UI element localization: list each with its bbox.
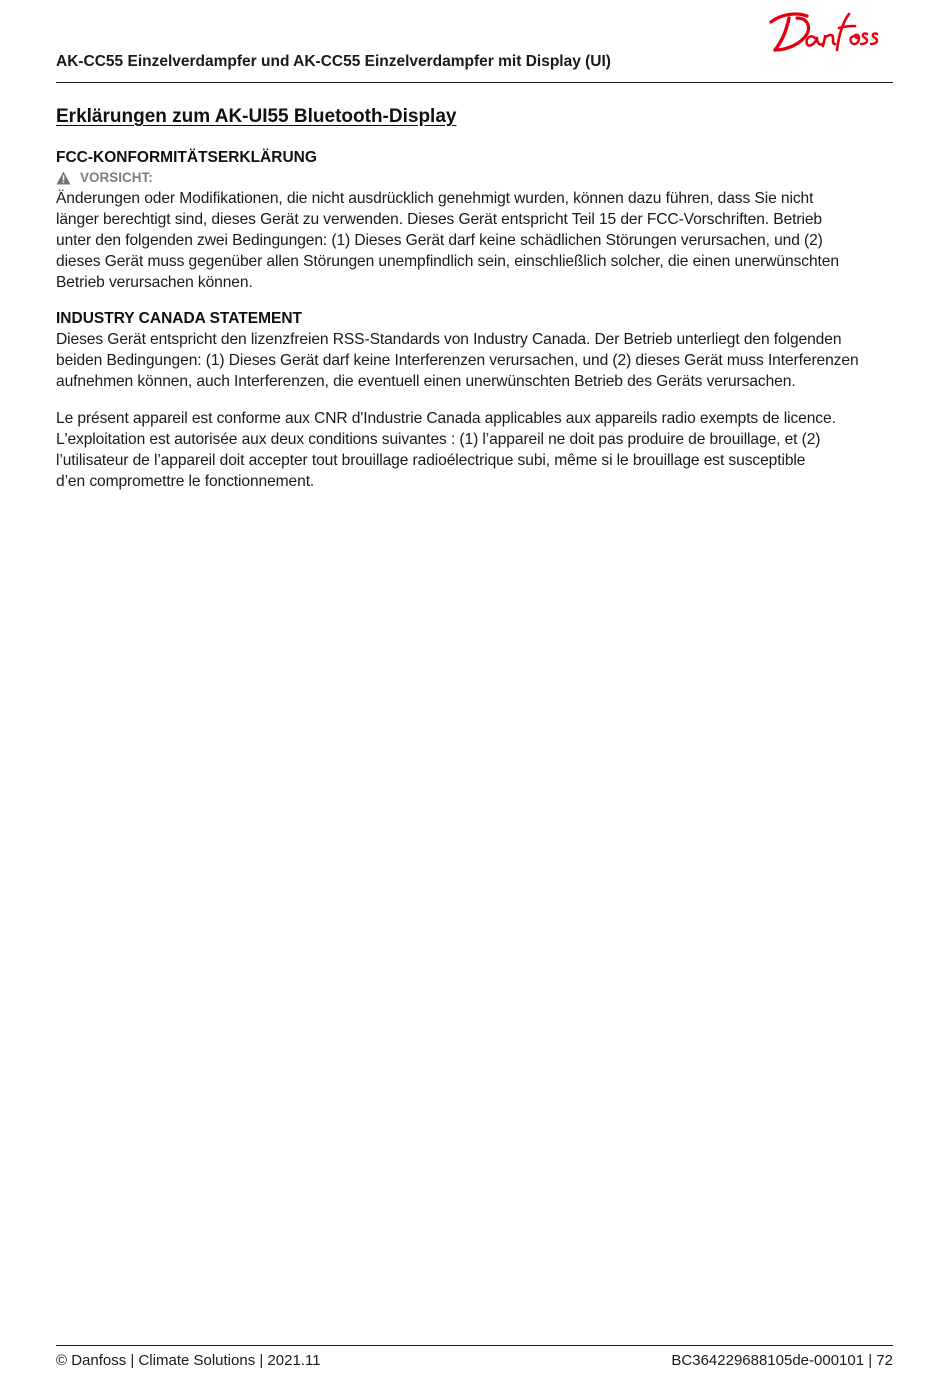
page-footer: [56, 1345, 893, 1378]
page-header: [56, 0, 893, 83]
caution-notice: [56, 168, 894, 188]
text-line: l’utilisateur de l’appareil doit accepter tout brouillage radioélectrique subi, même si le brouillage est susceptible: [56, 452, 806, 469]
industry-canada-block: [56, 309, 894, 492]
text-line: Änderungen oder Modifikationen, die nicht ausdrücklich genehmigt wurden, können dazu führen, dass Sie nicht: [56, 190, 814, 207]
warning-triangle-icon: [56, 171, 71, 185]
text-line: aufnehmen können, auch Interferenzen, die eventuell einen unerwünschten Betrieb des Geräts verursachen.: [56, 373, 796, 390]
text-line: d’en compromettre le fonctionnement.: [56, 473, 315, 490]
caution-label: VORSICHT:: [80, 170, 153, 185]
header-title: AK-CC55 Einzelverdampfer und AK-CC55 Einzelverdampfer mit Display (UI): [56, 53, 611, 70]
danfoss-logo: [767, 4, 893, 56]
main-content: [56, 104, 894, 492]
text-line: L'exploitation est autorisée aux deux conditions suivantes : (1) l’appareil ne doit pas produire de brouillage, et (2): [56, 431, 821, 448]
text-line: Dieses Gerät entspricht den lizenzfreien RSS-Standards von Industry Canada. Der Betrieb unterliegt den folgenden: [56, 331, 842, 348]
fcc-block: [56, 148, 894, 293]
fcc-heading: FCC-KONFORMITÄTSERKLÄRUNG: [56, 149, 317, 166]
text-line: beiden Bedingungen: (1) Dieses Gerät darf keine Interferenzen verursachen, und (2) dieses Gerät muss Interferenzen: [56, 352, 859, 369]
text-line: Le présent appareil est conforme aux CNR d'Industrie Canada applicables aux appareils radio exempts de licence.: [56, 410, 836, 427]
footer-doc-number: BC364229688105de-000101 | 72: [671, 1352, 893, 1369]
industry-canada-paragraph-de: [56, 329, 894, 392]
text-line: dieses Gerät muss gegenüber allen Störungen unempfindlich sein, einschließlich solcher, die einen unerwünschten: [56, 253, 839, 270]
industry-canada-heading: INDUSTRY CANADA STATEMENT: [56, 310, 302, 327]
text-line: länger berechtigt sind, dieses Gerät zu verwenden. Dieses Gerät entspricht Teil 15 der FCC-Vorschriften. Betrieb: [56, 211, 822, 228]
industry-canada-paragraph-fr: [56, 408, 894, 492]
fcc-paragraph: [56, 188, 894, 293]
text-line: unter den folgenden zwei Bedingungen: (1) Dieses Gerät darf keine schädlichen Störungen verursachen, und (2): [56, 232, 823, 249]
footer-copyright: © Danfoss | Climate Solutions | 2021.11: [56, 1352, 321, 1369]
text-line: Betrieb verursachen können.: [56, 274, 253, 291]
section-title: Erklärungen zum AK-UI55 Bluetooth-Display: [56, 106, 457, 127]
